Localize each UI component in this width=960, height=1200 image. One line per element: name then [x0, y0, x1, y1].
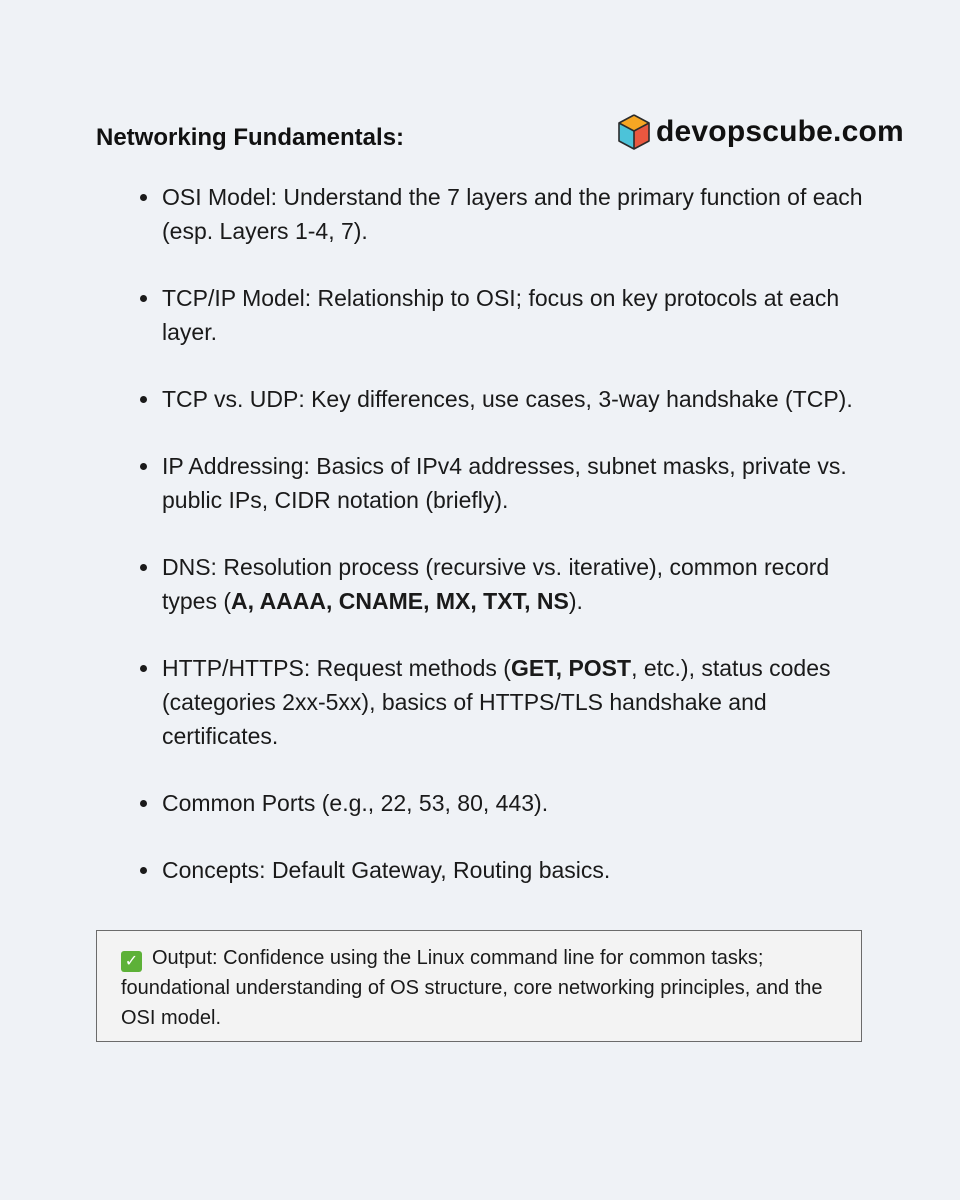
cube-logo-icon [618, 114, 650, 150]
list-item-text: Concepts: Default Gateway, Routing basics. [162, 857, 611, 883]
list-item [96, 180, 876, 248]
brand-logo [618, 114, 904, 150]
check-mark-icon: ✓ [121, 951, 142, 972]
topic-list [96, 180, 876, 920]
list-item-text: ). [568, 588, 583, 614]
brand-name: devopscube.com [656, 115, 904, 148]
list-item-text: IP Addressing: Basics of IPv4 addresses, subnet masks, private vs. public IPs, CIDR notation (briefly). [162, 453, 847, 513]
list-item [96, 651, 876, 753]
list-item [96, 786, 876, 820]
output-callout [96, 930, 862, 1042]
output-text: Output: Confidence using the Linux command line for common tasks; foundational understanding of OS structure, core networking principles, and the OSI model. [121, 947, 823, 1029]
list-item-text: TCP/IP Model: Relationship to OSI; focus on key protocols at each layer. [162, 285, 840, 345]
bold-text: GET, POST [510, 655, 632, 681]
bold-text: A, AAAA, CNAME, MX, TXT, NS [231, 588, 569, 614]
list-item [96, 449, 876, 517]
list-item [96, 281, 876, 349]
list-item [96, 853, 876, 887]
list-item-text: Common Ports (e.g., 22, 53, 80, 443). [162, 790, 549, 816]
list-item-text: TCP vs. UDP: Key differences, use cases, 3-way handshake (TCP). [162, 386, 853, 412]
list-item [96, 382, 876, 416]
list-item-text: HTTP/HTTPS: Request methods ( [162, 655, 511, 681]
list-item-text: , etc.), status codes (categories 2xx-5xx), basics of HTTPS/TLS handshake and certificates. [162, 655, 831, 749]
list-item-text: DNS: Resolution process (recursive vs. iterative), common record types ( [162, 554, 830, 614]
list-item [96, 550, 876, 618]
list-item-text: OSI Model: Understand the 7 layers and the primary function of each (esp. Layers 1-4, 7). [162, 184, 863, 244]
page-title: Networking Fundamentals: [96, 124, 405, 151]
